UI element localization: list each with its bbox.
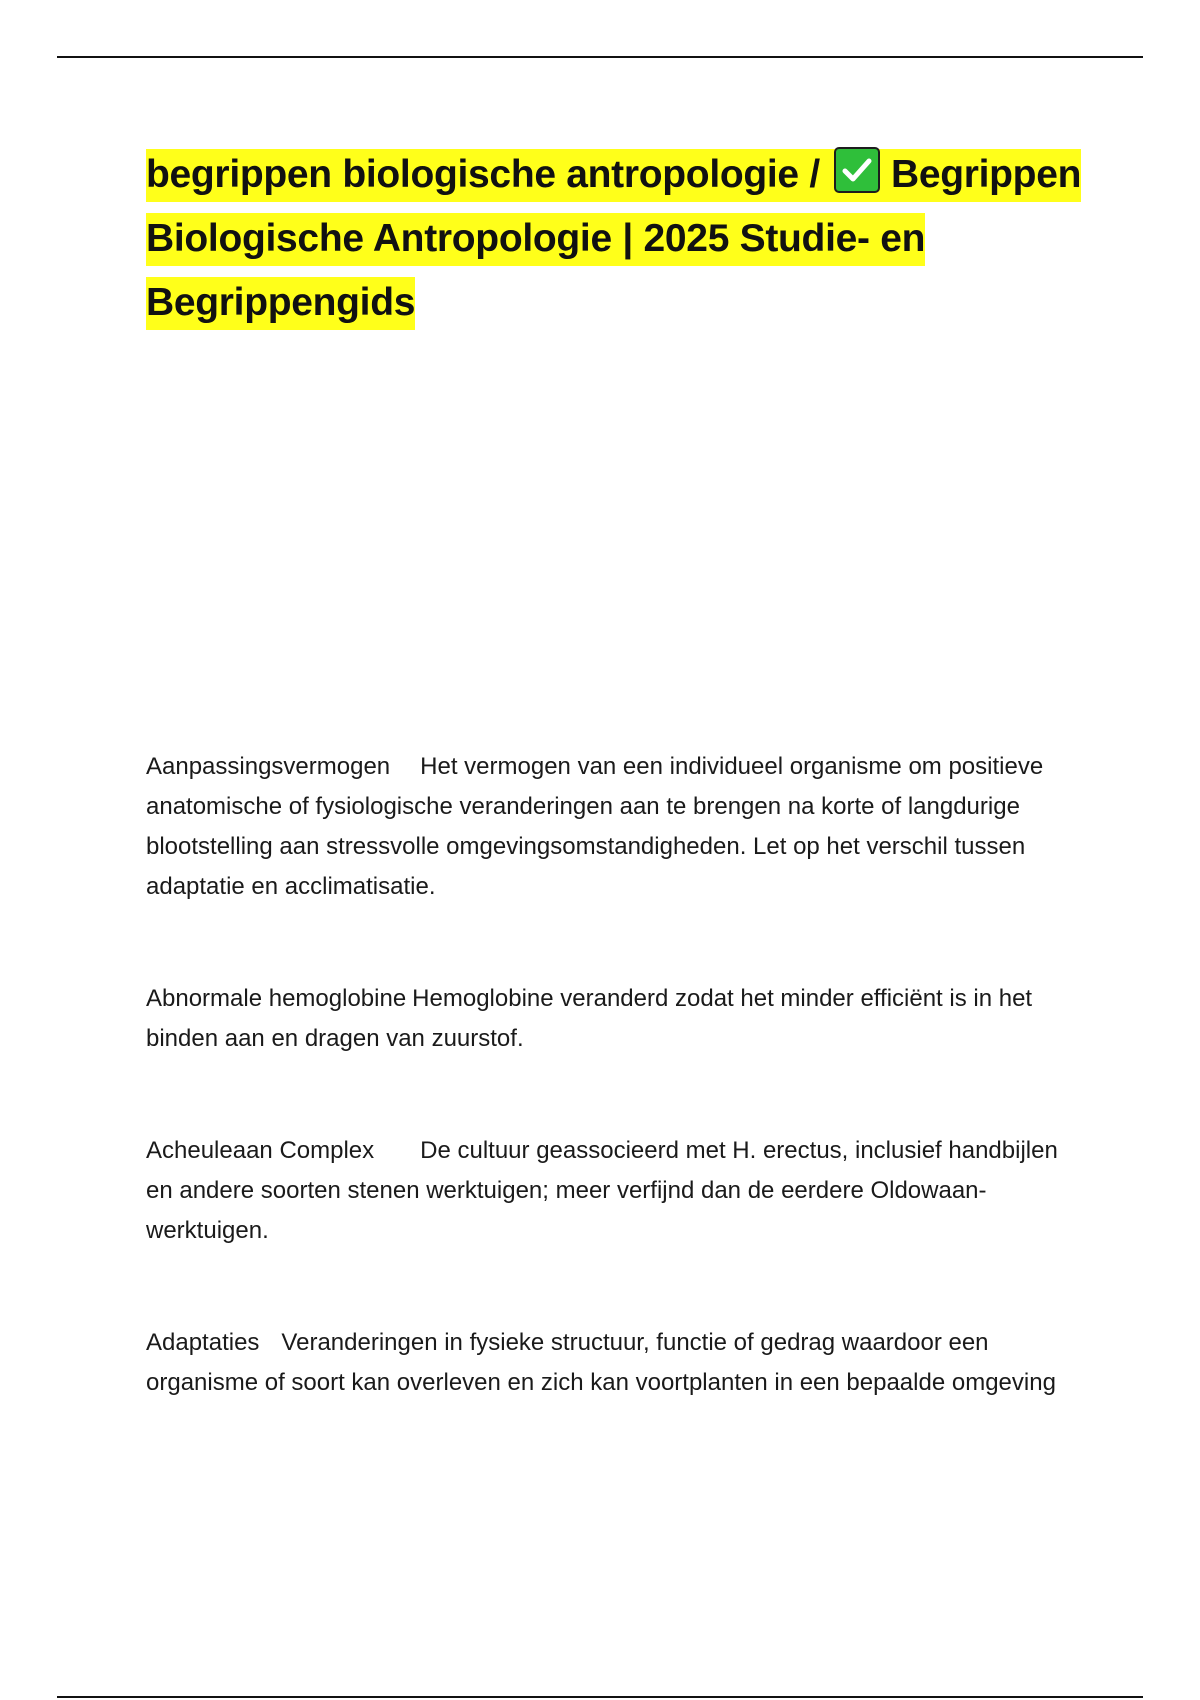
definition-entry bbox=[146, 979, 1086, 1059]
definition-entry bbox=[146, 1323, 1086, 1403]
bottom-divider bbox=[57, 1696, 1143, 1698]
definition-term: Aanpassingsvermogen bbox=[146, 753, 391, 780]
definition-term: Acheuleaan Complex bbox=[146, 1137, 375, 1164]
definition-text: Veranderingen in fysieke structuur, functie of gedrag waardoor een organisme of soort kan overleven en zich kan voortplanten in een bepaalde omgeving bbox=[146, 1329, 1056, 1396]
definition-term: Abnormale hemoglobine bbox=[146, 985, 407, 1012]
definition-text: De cultuur geassocieerd met H. erectus, inclusief handbijlen en andere soorten stenen werktuigen; meer verfijnd dan de eerdere Oldowaan-werktuigen. bbox=[146, 1137, 1058, 1244]
title-highlight-1 bbox=[146, 149, 880, 202]
title-part-1: begrippen biologische antropologie / bbox=[146, 153, 831, 196]
definition-entry bbox=[146, 747, 1086, 907]
top-divider bbox=[57, 56, 1143, 58]
page-title bbox=[146, 143, 1096, 335]
check-mark-icon bbox=[834, 147, 880, 193]
definition-text: Het vermogen van een individueel organisme om positieve anatomische of fysiologische veranderingen aan te brengen na korte of langdurige blootstelling aan stressvolle omgevingsomstandigheden. Let op het verschil tussen adaptatie en acclimatisatie. bbox=[146, 753, 1044, 900]
title-highlight-2: Begrippen Biologische Antropologie | 2025 Studie- en Begrippengids bbox=[146, 149, 1081, 330]
definition-entry bbox=[146, 1131, 1086, 1251]
definition-term: Adaptaties bbox=[146, 1329, 260, 1356]
definition-text: Hemoglobine veranderd zodat het minder efficiënt is in het binden aan en dragen van zuurstof. bbox=[146, 985, 1033, 1052]
definitions-list bbox=[146, 747, 1086, 1475]
